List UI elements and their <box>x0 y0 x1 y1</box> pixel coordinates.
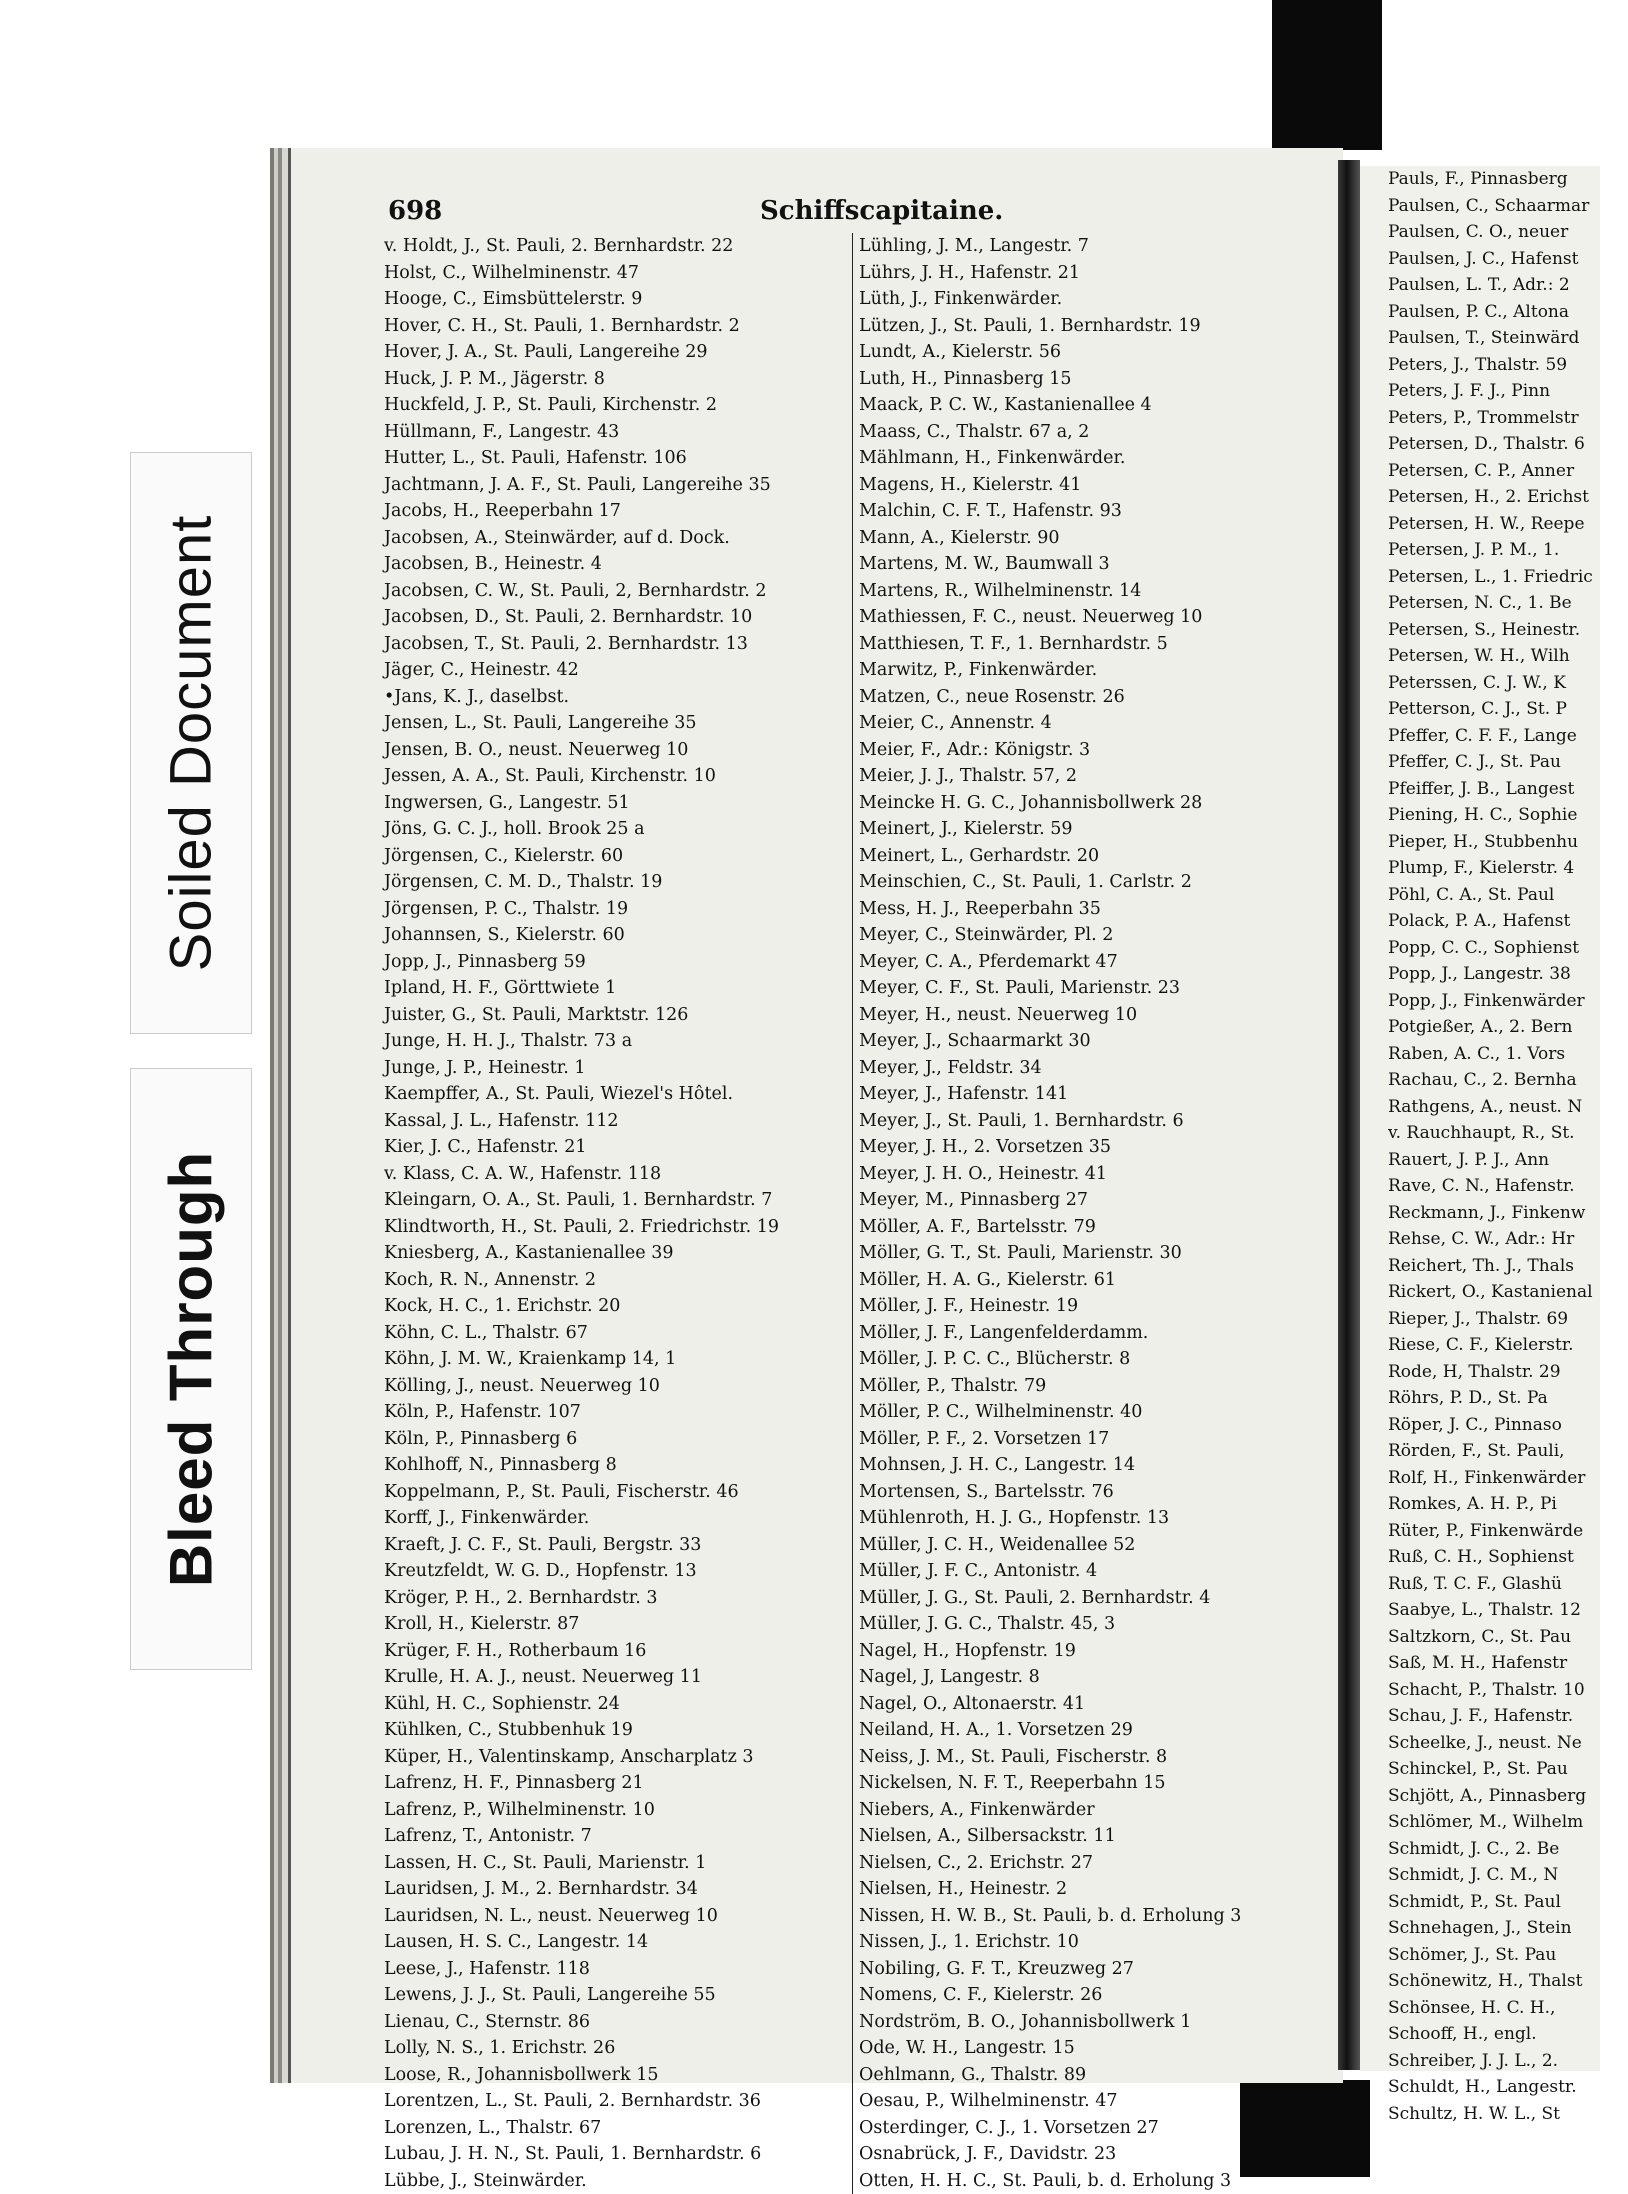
directory-entry: Schooff, H., engl. <box>1388 2021 1628 2048</box>
directory-entry: Kröger, P. H., 2. Bernhardstr. 3 <box>384 1585 850 1612</box>
directory-entry: Meyer, J. H., 2. Vorsetzen 35 <box>859 1134 1343 1161</box>
directory-entry: Lauridsen, N. L., neust. Neuerweg 10 <box>384 1903 850 1930</box>
directory-entry: Möller, G. T., St. Pauli, Marienstr. 30 <box>859 1240 1343 1267</box>
left-column <box>384 233 850 2194</box>
directory-entry: Meier, J. J., Thalstr. 57, 2 <box>859 763 1343 790</box>
directory-entry: Maass, C., Thalstr. 67 a, 2 <box>859 419 1343 446</box>
directory-entry: Jensen, L., St. Pauli, Langereihe 35 <box>384 710 850 737</box>
directory-entry: Rickert, O., Kastanienal <box>1388 1279 1628 1306</box>
directory-entry: Lorenzen, L., Thalstr. 67 <box>384 2115 850 2142</box>
directory-entry: Nagel, J, Langestr. 8 <box>859 1664 1343 1691</box>
directory-entry: Neiland, H. A., 1. Vorsetzen 29 <box>859 1717 1343 1744</box>
directory-entry: Meyer, J., Hafenstr. 141 <box>859 1081 1343 1108</box>
directory-entry: Saabye, L., Thalstr. 12 <box>1388 1597 1628 1624</box>
directory-entry: Niebers, A., Finkenwärder <box>859 1797 1343 1824</box>
directory-entry: Schnehagen, J., Stein <box>1388 1915 1628 1942</box>
directory-entry: Lühling, J. M., Langestr. 7 <box>859 233 1343 260</box>
directory-entry: Meyer, J., Feldstr. 34 <box>859 1055 1343 1082</box>
facing-page <box>1360 166 1600 2071</box>
directory-entry: Ruß, C. H., Sophienst <box>1388 1544 1628 1571</box>
directory-entry: Hooge, C., Eimsbüttelerstr. 9 <box>384 286 850 313</box>
directory-entry: Petterson, C. J., St. P <box>1388 696 1628 723</box>
directory-entry: Kassal, J. L., Hafenstr. 112 <box>384 1108 850 1135</box>
directory-entry: Möller, P., Thalstr. 79 <box>859 1373 1343 1400</box>
directory-entry: Huck, J. P. M., Jägerstr. 8 <box>384 366 850 393</box>
directory-entry: Jessen, A. A., St. Pauli, Kirchenstr. 10 <box>384 763 850 790</box>
directory-entry: Rave, C. N., Hafenstr. <box>1388 1173 1628 1200</box>
directory-entry: Meier, F., Adr.: Königstr. 3 <box>859 737 1343 764</box>
directory-entry: Mann, A., Kielerstr. 90 <box>859 525 1343 552</box>
directory-entry: Lassen, H. C., St. Pauli, Marienstr. 1 <box>384 1850 850 1877</box>
directory-entry: Rolf, H., Finkenwärder <box>1388 1465 1628 1492</box>
directory-entry: Koch, R. N., Annenstr. 2 <box>384 1267 850 1294</box>
directory-entry: Neiss, J. M., St. Pauli, Fischerstr. 8 <box>859 1744 1343 1771</box>
directory-entry: Müller, J. F. C., Antonistr. 4 <box>859 1558 1343 1585</box>
directory-entry: Matthiesen, T. F., 1. Bernhardstr. 5 <box>859 631 1343 658</box>
directory-entry: Jacobsen, T., St. Pauli, 2. Bernhardstr. 13 <box>384 631 850 658</box>
directory-entry: Schömer, J., St. Pau <box>1388 1942 1628 1969</box>
directory-entry: Polack, P. A., Hafenst <box>1388 908 1628 935</box>
directory-entry: Martens, R., Wilhelminenstr. 14 <box>859 578 1343 605</box>
directory-entry: Rode, H, Thalstr. 29 <box>1388 1359 1628 1386</box>
directory-entry: Pfeiffer, J. B., Langest <box>1388 776 1628 803</box>
directory-entry: Mählmann, H., Finkenwärder. <box>859 445 1343 472</box>
directory-entry: Mohnsen, J. H. C., Langestr. 14 <box>859 1452 1343 1479</box>
directory-entry: Meyer, J., Schaarmarkt 30 <box>859 1028 1343 1055</box>
directory-entry: Kühlken, C., Stubbenhuk 19 <box>384 1717 850 1744</box>
directory-entry: Meier, C., Annenstr. 4 <box>859 710 1343 737</box>
directory-entry: Meyer, H., neust. Neuerweg 10 <box>859 1002 1343 1029</box>
directory-entry: Plump, F., Kielerstr. 4 <box>1388 855 1628 882</box>
directory-entry: Raben, A. C., 1. Vors <box>1388 1041 1628 1068</box>
directory-entry: Osterdinger, C. J., 1. Vorsetzen 27 <box>859 2115 1343 2142</box>
directory-entry: Schreiber, J. J. L., 2. <box>1388 2048 1628 2075</box>
directory-entry: Jörgensen, C., Kielerstr. 60 <box>384 843 850 870</box>
directory-entry: Petersen, D., Thalstr. 6 <box>1388 431 1628 458</box>
directory-entry: Ruß, T. C. F., Glashü <box>1388 1571 1628 1598</box>
directory-entry: Meyer, J., St. Pauli, 1. Bernhardstr. 6 <box>859 1108 1343 1135</box>
directory-entry: Peterssen, C. J. W., K <box>1388 670 1628 697</box>
directory-entry: Möller, H. A. G., Kielerstr. 61 <box>859 1267 1343 1294</box>
directory-entry: Luth, H., Pinnasberg 15 <box>859 366 1343 393</box>
directory-entry: Nielsen, H., Heinestr. 2 <box>859 1876 1343 1903</box>
directory-entry: Schönewitz, H., Thalst <box>1388 1968 1628 1995</box>
directory-entry: Riese, C. F., Kielerstr. <box>1388 1332 1628 1359</box>
page-number: 698 <box>388 196 442 226</box>
directory-entry: Peters, J. F. J., Pinn <box>1388 378 1628 405</box>
directory-entry: Jacobs, H., Reeperbahn 17 <box>384 498 850 525</box>
directory-entry: Romkes, A. H. P., Pi <box>1388 1491 1628 1518</box>
directory-entry: Kock, H. C., 1. Erichstr. 20 <box>384 1293 850 1320</box>
directory-entry: Rieper, J., Thalstr. 69 <box>1388 1306 1628 1333</box>
directory-entry: Jopp, J., Pinnasberg 59 <box>384 949 850 976</box>
directory-entry: Peters, J., Thalstr. 59 <box>1388 352 1628 379</box>
directory-entry: Mortensen, S., Bartelsstr. 76 <box>859 1479 1343 1506</box>
directory-entry: Hüllmann, F., Langestr. 43 <box>384 419 850 446</box>
directory-entry: Röhrs, P. D., St. Pa <box>1388 1385 1628 1412</box>
directory-entry: Kreutzfeldt, W. G. D., Hopfenstr. 13 <box>384 1558 850 1585</box>
directory-entry: Kier, J. C., Hafenstr. 21 <box>384 1134 850 1161</box>
directory-entry: Jörgensen, C. M. D., Thalstr. 19 <box>384 869 850 896</box>
directory-entry: Meincke H. G. C., Johannisbollwerk 28 <box>859 790 1343 817</box>
directory-entry: Petersen, H., 2. Erichst <box>1388 484 1628 511</box>
directory-entry: Pöhl, C. A., St. Paul <box>1388 882 1628 909</box>
directory-entry: Osnabrück, J. F., Davidstr. 23 <box>859 2141 1343 2168</box>
directory-entry: Möller, J. F., Heinestr. 19 <box>859 1293 1343 1320</box>
directory-entry: Pfeffer, C. J., St. Pau <box>1388 749 1628 776</box>
directory-entry: Lafrenz, T., Antonistr. 7 <box>384 1823 850 1850</box>
directory-entry: Nissen, H. W. B., St. Pauli, b. d. Erholung 3 <box>859 1903 1343 1930</box>
running-head: Schiffscapitaine. <box>760 196 1003 226</box>
directory-entry: Schmidt, P., St. Paul <box>1388 1889 1628 1916</box>
directory-entry: Lüth, J., Finkenwärder. <box>859 286 1343 313</box>
directory-entry: Korff, J., Finkenwärder. <box>384 1505 850 1532</box>
directory-entry: Matzen, C., neue Rosenstr. 26 <box>859 684 1343 711</box>
directory-entry: Kühl, H. C., Sophienstr. 24 <box>384 1691 850 1718</box>
directory-entry: Kroll, H., Kielerstr. 87 <box>384 1611 850 1638</box>
directory-entry: Jacobsen, B., Heinestr. 4 <box>384 551 850 578</box>
directory-entry: Schmidt, J. C., 2. Be <box>1388 1836 1628 1863</box>
directory-entry: Jacobsen, A., Steinwärder, auf d. Dock. <box>384 525 850 552</box>
directory-entry: Möller, J. P. C. C., Blücherstr. 8 <box>859 1346 1343 1373</box>
directory-entry: Mathiessen, F. C., neust. Neuerweg 10 <box>859 604 1343 631</box>
directory-entry: Saltzkorn, C., St. Pau <box>1388 1624 1628 1651</box>
directory-entry: Lolly, N. S., 1. Erichstr. 26 <box>384 2035 850 2062</box>
soiled-document-stamp <box>130 452 252 1034</box>
directory-entry: Rehse, C. W., Adr.: Hr <box>1388 1226 1628 1253</box>
directory-entry: Piening, H. C., Sophie <box>1388 802 1628 829</box>
directory-entry: Oesau, P., Wilhelminenstr. 47 <box>859 2088 1343 2115</box>
directory-entry: Paulsen, J. C., Hafenst <box>1388 246 1628 273</box>
directory-entry: Meyer, M., Pinnasberg 27 <box>859 1187 1343 1214</box>
directory-entry: Martens, M. W., Baumwall 3 <box>859 551 1343 578</box>
directory-entry: Marwitz, P., Finkenwärder. <box>859 657 1343 684</box>
directory-entry: Schlömer, M., Wilhelm <box>1388 1809 1628 1836</box>
directory-entry: Nissen, J., 1. Erichstr. 10 <box>859 1929 1343 1956</box>
directory-entry: Malchin, C. F. T., Hafenstr. 93 <box>859 498 1343 525</box>
directory-entry: Küper, H., Valentinskamp, Anscharplatz 3 <box>384 1744 850 1771</box>
directory-entry: Rörden, F., St. Pauli, <box>1388 1438 1628 1465</box>
directory-entry: Holst, C., Wilhelminenstr. 47 <box>384 260 850 287</box>
directory-entry: Petersen, N. C., 1. Be <box>1388 590 1628 617</box>
directory-entry: Paulsen, T., Steinwärd <box>1388 325 1628 352</box>
directory-entry: Junge, H. H. J., Thalstr. 73 a <box>384 1028 850 1055</box>
directory-entry: Meyer, J. H. O., Heinestr. 41 <box>859 1161 1343 1188</box>
directory-entry: Meyer, C. F., St. Pauli, Marienstr. 23 <box>859 975 1343 1002</box>
directory-entry: Lorentzen, L., St. Pauli, 2. Bernhardstr. 36 <box>384 2088 850 2115</box>
directory-entry: Meinert, J., Kielerstr. 59 <box>859 816 1343 843</box>
directory-entry: Nordström, B. O., Johannisbollwerk 1 <box>859 2009 1343 2036</box>
directory-entry: Saß, M. H., Hafenstr <box>1388 1650 1628 1677</box>
directory-entry: Nickelsen, N. F. T., Reeperbahn 15 <box>859 1770 1343 1797</box>
directory-entry: Meyer, C. A., Pferdemarkt 47 <box>859 949 1343 976</box>
scan-margin-top <box>1272 0 1382 150</box>
directory-entry: Lafrenz, P., Wilhelminenstr. 10 <box>384 1797 850 1824</box>
directory-entry: Ipland, H. F., Görttwiete 1 <box>384 975 850 1002</box>
directory-entry: Juister, G., St. Pauli, Marktstr. 126 <box>384 1002 850 1029</box>
directory-entry: Möller, P. C., Wilhelminenstr. 40 <box>859 1399 1343 1426</box>
directory-entry: Schjött, A., Pinnasberg <box>1388 1783 1628 1810</box>
directory-entry: Mühlenroth, H. J. G., Hopfenstr. 13 <box>859 1505 1343 1532</box>
directory-entry: Reichert, Th. J., Thals <box>1388 1253 1628 1280</box>
directory-entry: Möller, A. F., Bartelsstr. 79 <box>859 1214 1343 1241</box>
directory-entry: Schmidt, J. C. M., N <box>1388 1862 1628 1889</box>
directory-entry: Meyer, C., Steinwärder, Pl. 2 <box>859 922 1343 949</box>
directory-entry: Nobiling, G. F. T., Kreuzweg 27 <box>859 1956 1343 1983</box>
directory-entry: Nomens, C. F., Kielerstr. 26 <box>859 1982 1343 2009</box>
directory-entry: Paulsen, P. C., Altona <box>1388 299 1628 326</box>
directory-entry: Scheelke, J., neust. Ne <box>1388 1730 1628 1757</box>
directory-entry: Jöns, G. C. J., holl. Brook 25 a <box>384 816 850 843</box>
directory-entry: Petersen, J. P. M., 1. <box>1388 537 1628 564</box>
directory-entry: Potgießer, A., 2. Bern <box>1388 1014 1628 1041</box>
directory-entry: v. Holdt, J., St. Pauli, 2. Bernhardstr. 22 <box>384 233 850 260</box>
directory-entry: Köhn, C. L., Thalstr. 67 <box>384 1320 850 1347</box>
directory-entry: Pieper, H., Stubbenhu <box>1388 829 1628 856</box>
directory-entry: Köhn, J. M. W., Kraienkamp 14, 1 <box>384 1346 850 1373</box>
directory-entry: Röper, J. C., Pinnaso <box>1388 1412 1628 1439</box>
directory-entry: Kohlhoff, N., Pinnasberg 8 <box>384 1452 850 1479</box>
bleed-through-stamp <box>130 1068 252 1670</box>
directory-entry: Kölling, J., neust. Neuerweg 10 <box>384 1373 850 1400</box>
directory-entry: Lubau, J. H. N., St. Pauli, 1. Bernhardstr. 6 <box>384 2141 850 2168</box>
directory-entry: Popp, C. C., Sophienst <box>1388 935 1628 962</box>
directory-entry: Schinckel, P., St. Pau <box>1388 1756 1628 1783</box>
directory-entry: Leese, J., Hafenstr. 118 <box>384 1956 850 1983</box>
directory-entry: Lienau, C., Sternstr. 86 <box>384 2009 850 2036</box>
directory-entry: Paulsen, C., Schaarmar <box>1388 193 1628 220</box>
directory-entry: Möller, P. F., 2. Vorsetzen 17 <box>859 1426 1343 1453</box>
directory-entry: Oehlmann, G., Thalstr. 89 <box>859 2062 1343 2089</box>
directory-entry: Pfeffer, C. F. F., Lange <box>1388 723 1628 750</box>
directory-entry: Jacobsen, D., St. Pauli, 2. Bernhardstr. 10 <box>384 604 850 631</box>
directory-entry: Hover, C. H., St. Pauli, 1. Bernhardstr. 2 <box>384 313 850 340</box>
directory-entry: Schönsee, H. C. H., <box>1388 1995 1628 2022</box>
directory-entry: Paulsen, C. O., neuer <box>1388 219 1628 246</box>
directory-entry: Klindtworth, H., St. Pauli, 2. Friedrichstr. 19 <box>384 1214 850 1241</box>
directory-entry: Rathgens, A., neust. N <box>1388 1094 1628 1121</box>
directory-entry: Maack, P. C. W., Kastanienallee 4 <box>859 392 1343 419</box>
directory-entry: Krüger, F. H., Rotherbaum 16 <box>384 1638 850 1665</box>
directory-entry: Jörgensen, P. C., Thalstr. 19 <box>384 896 850 923</box>
directory-entry: Lützen, J., St. Pauli, 1. Bernhardstr. 19 <box>859 313 1343 340</box>
directory-entry: Lafrenz, H. F., Pinnasberg 21 <box>384 1770 850 1797</box>
directory-entry: Kniesberg, A., Kastanienallee 39 <box>384 1240 850 1267</box>
directory-entry: Nielsen, A., Silbersackstr. 11 <box>859 1823 1343 1850</box>
directory-entry: Koppelmann, P., St. Pauli, Fischerstr. 46 <box>384 1479 850 1506</box>
directory-entry: Popp, J., Finkenwärder <box>1388 988 1628 1015</box>
directory-entry: Junge, J. P., Heinestr. 1 <box>384 1055 850 1082</box>
directory-entry: Jensen, B. O., neust. Neuerweg 10 <box>384 737 850 764</box>
directory-entry: Lübbe, J., Steinwärder. <box>384 2168 850 2194</box>
directory-entry: Krulle, H. A. J., neust. Neuerweg 11 <box>384 1664 850 1691</box>
directory-entry: Peters, P., Trommelstr <box>1388 405 1628 432</box>
directory-entry: Jäger, C., Heinestr. 42 <box>384 657 850 684</box>
soiled-document-label: Soiled Document <box>158 515 225 972</box>
directory-entry: Petersen, H. W., Reepe <box>1388 511 1628 538</box>
right-column <box>1388 166 1628 2127</box>
directory-entry: Lausen, H. S. C., Langestr. 14 <box>384 1929 850 1956</box>
bleed-through-label: Bleed Through <box>157 1151 226 1587</box>
directory-entry: •Jans, K. J., daselbst. <box>384 684 850 711</box>
directory-entry: Rauert, J. P. J., Ann <box>1388 1147 1628 1174</box>
directory-entry: Popp, J., Langestr. 38 <box>1388 961 1628 988</box>
directory-entry: Paulsen, L. T., Adr.: 2 <box>1388 272 1628 299</box>
directory-entry: Rachau, C., 2. Bernha <box>1388 1067 1628 1094</box>
directory-entry: Huckfeld, J. P., St. Pauli, Kirchenstr. 2 <box>384 392 850 419</box>
directory-entry: Schacht, P., Thalstr. 10 <box>1388 1677 1628 1704</box>
directory-entry: Johannsen, S., Kielerstr. 60 <box>384 922 850 949</box>
directory-entry: Petersen, W. H., Wilh <box>1388 643 1628 670</box>
directory-entry: Magens, H., Kielerstr. 41 <box>859 472 1343 499</box>
directory-entry: Otten, H. H. C., St. Pauli, b. d. Erholung 3 <box>859 2168 1343 2194</box>
directory-entry: Müller, J. G. C., Thalstr. 45, 3 <box>859 1611 1343 1638</box>
directory-entry: Köln, P., Pinnasberg 6 <box>384 1426 850 1453</box>
directory-entry: Kraeft, J. C. F., St. Pauli, Bergstr. 33 <box>384 1532 850 1559</box>
directory-entry: Nagel, H., Hopfenstr. 19 <box>859 1638 1343 1665</box>
directory-entry: Jacobsen, C. W., St. Pauli, 2, Bernhardstr. 2 <box>384 578 850 605</box>
directory-entry: Lauridsen, J. M., 2. Bernhardstr. 34 <box>384 1876 850 1903</box>
directory-entry: Ingwersen, G., Langestr. 51 <box>384 790 850 817</box>
directory-entry: Hover, J. A., St. Pauli, Langereihe 29 <box>384 339 850 366</box>
directory-entry: Kleingarn, O. A., St. Pauli, 1. Bernhardstr. 7 <box>384 1187 850 1214</box>
directory-entry: Kaempffer, A., St. Pauli, Wiezel's Hôtel. <box>384 1081 850 1108</box>
directory-entry: Mess, H. J., Reeperbahn 35 <box>859 896 1343 923</box>
directory-entry: Loose, R., Johannisbollwerk 15 <box>384 2062 850 2089</box>
directory-entry: Nielsen, C., 2. Erichstr. 27 <box>859 1850 1343 1877</box>
directory-entry: Möller, J. F., Langenfelderdamm. <box>859 1320 1343 1347</box>
directory-entry: Lewens, J. J., St. Pauli, Langereihe 55 <box>384 1982 850 2009</box>
directory-entry: Ode, W. H., Langestr. 15 <box>859 2035 1343 2062</box>
directory-entry: Hutter, L., St. Pauli, Hafenstr. 106 <box>384 445 850 472</box>
directory-entry: Müller, J. C. H., Weidenallee 52 <box>859 1532 1343 1559</box>
directory-entry: Schuldt, H., Langestr. <box>1388 2074 1628 2101</box>
directory-entry: Müller, J. G., St. Pauli, 2. Bernhardstr. 4 <box>859 1585 1343 1612</box>
directory-entry: Lundt, A., Kielerstr. 56 <box>859 339 1343 366</box>
directory-entry: Pauls, F., Pinnasberg <box>1388 166 1628 193</box>
directory-entry: Petersen, S., Heinestr. <box>1388 617 1628 644</box>
directory-entry: v. Klass, C. A. W., Hafenstr. 118 <box>384 1161 850 1188</box>
directory-entry: Meinert, L., Gerhardstr. 20 <box>859 843 1343 870</box>
directory-entry: Reckmann, J., Finkenw <box>1388 1200 1628 1227</box>
directory-entry: Köln, P., Hafenstr. 107 <box>384 1399 850 1426</box>
directory-entry: Meinschien, C., St. Pauli, 1. Carlstr. 2 <box>859 869 1343 896</box>
directory-entry: Schau, J. F., Hafenstr. <box>1388 1703 1628 1730</box>
directory-entry: Petersen, L., 1. Friedric <box>1388 564 1628 591</box>
directory-entry: Nagel, O., Altonaerstr. 41 <box>859 1691 1343 1718</box>
directory-entry: v. Rauchhaupt, R., St. <box>1388 1120 1628 1147</box>
directory-entry: Lührs, J. H., Hafenstr. 21 <box>859 260 1343 287</box>
directory-entry: Schultz, H. W. L., St <box>1388 2101 1628 2128</box>
directory-entry: Petersen, C. P., Anner <box>1388 458 1628 485</box>
directory-entry: Jachtmann, J. A. F., St. Pauli, Langereihe 35 <box>384 472 850 499</box>
directory-entry: Rüter, P., Finkenwärde <box>1388 1518 1628 1545</box>
middle-column <box>852 233 1343 2194</box>
